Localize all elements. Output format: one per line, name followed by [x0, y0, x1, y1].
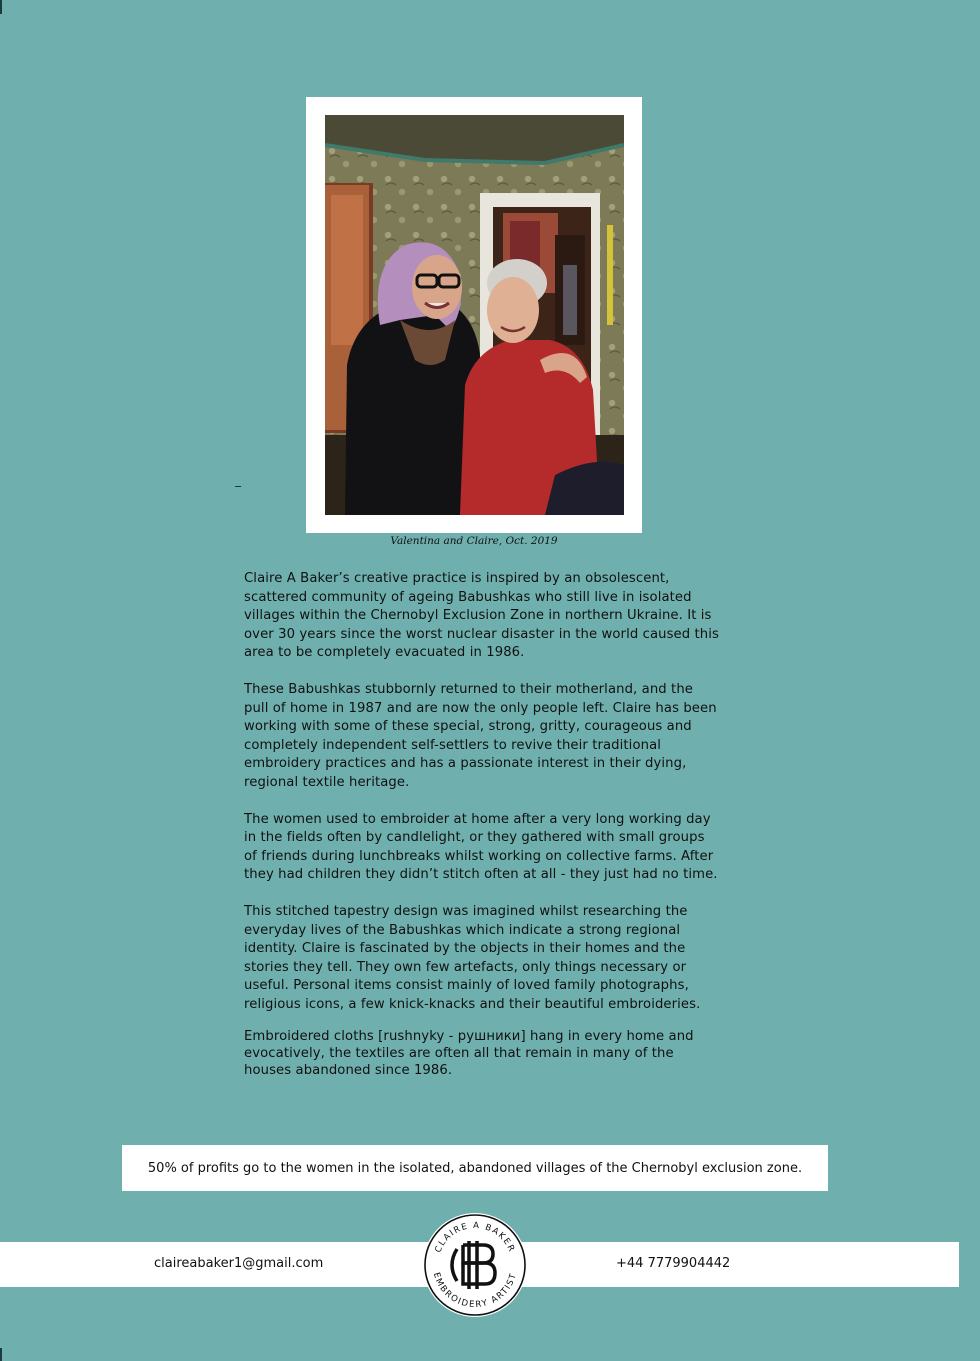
phone-number[interactable]: +44 7779904442	[616, 1256, 731, 1271]
profit-notice	[122, 1145, 828, 1191]
paragraph: Claire A Baker’s creative practice is inspired by an obsolescent, scattered community of ageing Babushkas who still live in isolated villages within the Chernobyl Exclusion Zone in northern Ukraine. It is over 30 years since the worst nuclear disaster in the world caused this area to be completely evacuated in 1986.	[244, 571, 719, 660]
crop-mark	[0, 1348, 2, 1361]
paragraph: The women used to embroider at home after a very long working day in the fields often by candlelight, or they gathered with small groups of friends during lunchbreaks whilst working on collective farms. After they had children they didn’t stitch often at all - they just had no time.	[244, 811, 718, 882]
photo-frame	[306, 97, 642, 533]
crop-mark	[235, 486, 241, 487]
logo-top-text: CLAIRE A BAKER	[433, 1220, 517, 1255]
body-text	[244, 570, 719, 1098]
photo-caption: Valentina and Claire, Oct. 2019	[390, 535, 558, 547]
paragraph: Embroidered cloths [rushnyky - рушники] hang in every home and evocatively, the textiles are often all that remain in many of the houses abandoned since 1986.	[244, 1029, 694, 1078]
cab-monogram-icon	[423, 1213, 527, 1317]
portrait-photo	[325, 115, 624, 515]
email-link[interactable]: claireabaker1@gmail.com	[154, 1256, 324, 1271]
profit-notice-text: 50% of profits go to the women in the isolated, abandoned villages of the Chernobyl exclusion zone.	[147, 1160, 803, 1176]
paragraph: These Babushkas stubbornly returned to their motherland, and the pull of home in 1987 and are now the only people left. Claire has been working with some of these special, strong, gritty, courageous and completely independent self-settlers to revive their traditional embroidery practices and has a passionate interest in their dying, regional textile heritage.	[244, 682, 717, 790]
paragraph: This stitched tapestry design was imagined whilst researching the everyday lives of the Babushkas which indicate a strong regional identity. Claire is fascinated by the objects in their homes and the stories they tell. They own few artefacts, only things necessary or useful. Personal items consist mainly of loved family photographs, religious icons, a few knick-knacks and their beautiful embroideries.	[244, 904, 701, 1012]
logo-bottom-text: EMBROIDERY ARTIST	[430, 1271, 520, 1311]
crop-mark	[0, 0, 2, 14]
